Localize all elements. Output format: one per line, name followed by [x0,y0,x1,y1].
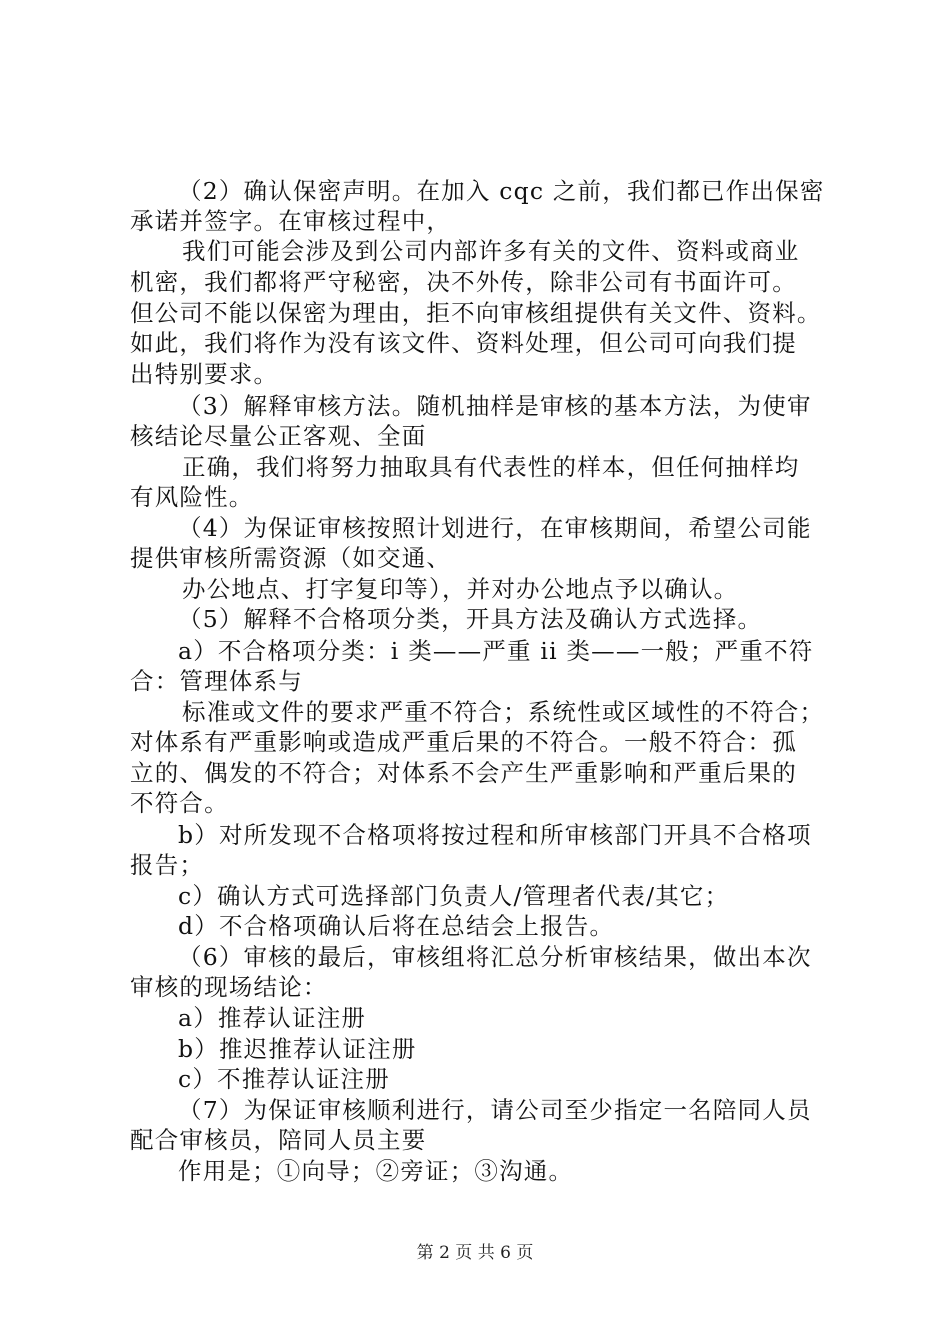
text-line: 核结论尽量公正客观、全面 [130,422,427,450]
text-line: b）推迟推荐认证注册 [178,1035,417,1063]
text-line: （3）解释审核方法。随机抽样是审核的基本方法，为使审 [178,392,812,420]
text-line: 作用是；①向导；②旁证；③沟通。 [178,1157,574,1185]
text-line: a）不合格项分类：i 类——严重 ii 类——一般；严重不符 [178,637,814,665]
text-line: 审核的现场结论： [130,973,328,1001]
text-line: c）不推荐认证注册 [178,1065,390,1093]
text-line: c）确认方式可选择部门负责人/管理者代表/其它； [178,882,730,910]
text-line: （4）为保证审核按照计划进行，在审核期间，希望公司能 [178,514,812,542]
text-line: （6）审核的最后，审核组将汇总分析审核结果，做出本次 [178,943,812,971]
page-number-footer: 第 2 页 共 6 页 [416,1243,534,1263]
text-line: （2）确认保密声明。在加入 cqc 之前，我们都已作出保密 [178,177,825,205]
text-line: a）推荐认证注册 [178,1004,367,1032]
text-line: 出特别要求。 [130,360,279,388]
text-line: 如此，我们将作为没有该文件、资料处理，但公司可向我们提 [130,329,797,357]
text-line: 立的、偶发的不符合；对体系不会产生严重影响和严重后果的 [130,759,797,787]
text-line: 报告； [130,851,205,879]
text-line: 合：管理体系与 [130,667,303,695]
text-line: b）对所发现不合格项将按过程和所审核部门开具不合格项 [178,821,812,849]
text-line: 承诺并签字。在审核过程中， [130,207,452,235]
text-line: 不符合。 [130,789,229,817]
text-line: 标准或文件的要求严重不符合；系统性或区域性的不符合； [182,698,825,726]
text-line: 但公司不能以保密为理由，拒不向审核组提供有关文件、资料。 [130,299,822,327]
text-line: （7）为保证审核顺利进行，请公司至少指定一名陪同人员 [178,1096,812,1124]
text-line: d）不合格项确认后将在总结会上报告。 [178,912,615,940]
text-line: 办公地点、打字复印等），并对办公地点予以确认。 [182,575,739,603]
text-line: 配合审核员，陪同人员主要 [130,1126,427,1154]
text-line: 机密，我们都将严守秘密，决不外传，除非公司有书面许可。 [130,268,797,296]
text-line: 提供审核所需资源（如交通、 [130,544,452,572]
text-line: 对体系有严重影响或造成严重后果的不符合。一般不符合：孤 [130,728,797,756]
text-line: 有风险性。 [130,483,254,511]
text-line: （5）解释不合格项分类，开具方法及确认方式选择。 [178,605,763,633]
text-line: 我们可能会涉及到公司内部许多有关的文件、资料或商业 [182,237,800,265]
text-line: 正确，我们将努力抽取具有代表性的样本，但任何抽样均 [182,453,800,481]
